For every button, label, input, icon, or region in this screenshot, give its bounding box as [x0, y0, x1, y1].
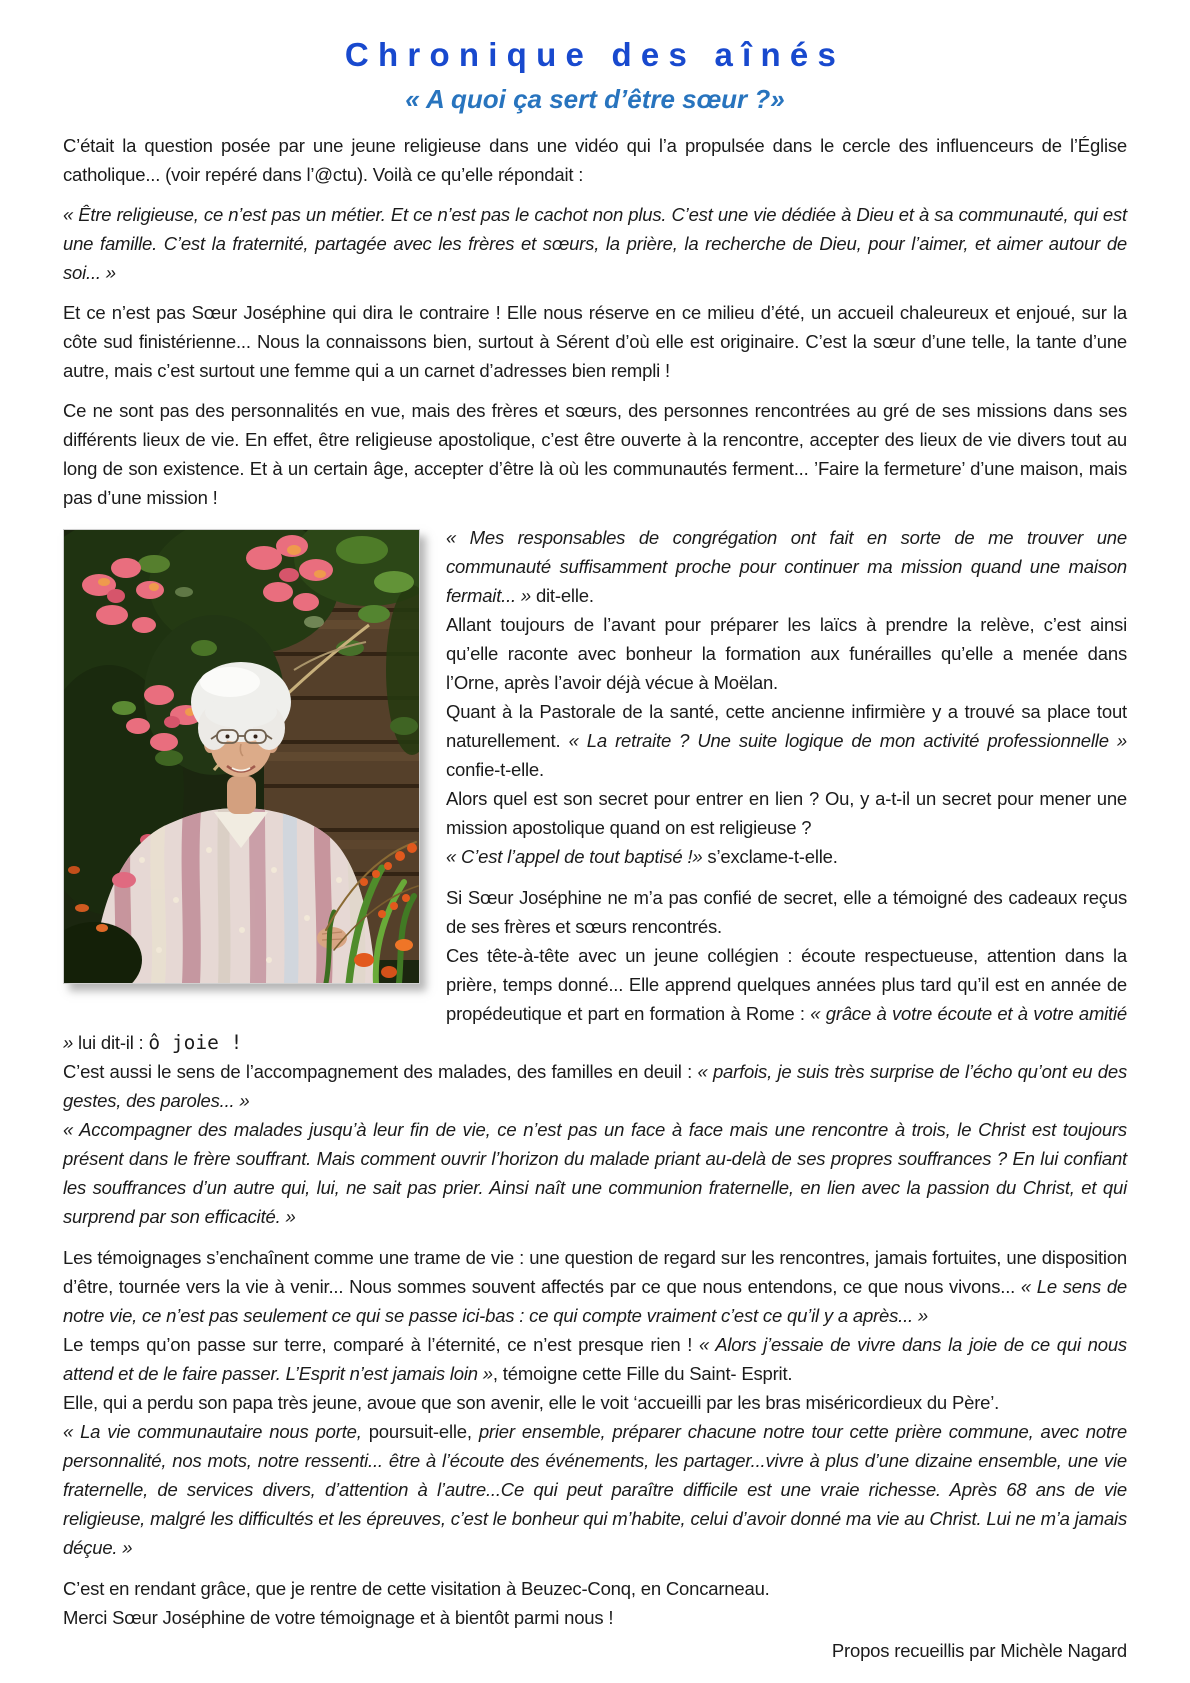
- text-segment: dit-elle.: [535, 585, 594, 606]
- text-segment: ô joie !: [148, 1031, 243, 1054]
- text-segment: « La vie communautaire nous porte,: [63, 1421, 369, 1442]
- photo-soeur-josephine: [63, 529, 420, 984]
- text-segment: « Être religieuse, ce n’est pas un métier. Et ce n’est pas le cachot non plus. C’est une vie dédiée à Dieu et à sa communauté, qui est une famille. C’est la fraternité, partagée avec les frères et sœurs, la prière, la recherche de Dieu, pour l’aimer, et aimer autour de soi... »: [63, 204, 1127, 283]
- intro-section: [63, 131, 1127, 512]
- paragraph: [63, 1243, 1127, 1330]
- paragraph: [63, 1388, 1127, 1417]
- text-segment: C’est en rendant grâce, que je rentre de cette visitation à Beuzec-Conq, en Concarneau.: [63, 1578, 770, 1599]
- text-segment: Le temps qu’on passe sur terre, comparé à l’éternité, ce n’est presque rien !: [63, 1334, 699, 1355]
- middle-section: [63, 1057, 1127, 1562]
- text-segment: « parfois, je suis très surprise de l’écho qu’ont eu des gestes, des paroles... »: [63, 1061, 1127, 1111]
- text-segment: Les témoignages s’enchaînent comme une trame de vie : une question de regard sur les rencontres, jamais fortuites, une disposition d’être, tournée vers la vie à venir... Nous sommes souvent affectés par ce que nous entendons, ce que nous vivons...: [63, 1247, 1127, 1297]
- paragraph: [63, 298, 1127, 385]
- paragraph: [63, 1574, 1127, 1603]
- text-segment: « La retraite ? Une suite logique de mon activité professionnelle »: [568, 730, 1127, 751]
- text-segment: « Mes responsables de congrégation ont fait en sorte de me trouver une communauté suffisamment proche pour continuer ma mission quand une maison fermait... »: [446, 527, 1127, 606]
- text-segment: Merci Sœur Joséphine de votre témoignage et à bientôt parmi nous !: [63, 1607, 614, 1628]
- paragraph: [63, 396, 1127, 512]
- text-segment: Si Sœur Joséphine ne m’a pas confié de secret, elle a témoigné des cadeaux reçus de ses frères et sœurs rencontrés.: [446, 887, 1127, 937]
- page-title: Chronique des aînés: [344, 36, 846, 73]
- text-segment: confie-t-elle.: [446, 759, 544, 780]
- text-segment: « Alors j’essaie de vivre dans la joie de ce qui nous attend et de le faire passer. L’Esprit n’est jamais loin »: [63, 1334, 1127, 1384]
- text-segment: Ces tête-à-tête avec un jeune collégien : écoute respectueuse, attention dans la prière, temps donné... Elle apprend quelques années plus tard qu’il est en année de propédeutique et part en formation à Rome :: [446, 945, 1127, 1024]
- text-segment: Quant à la Pastorale de la santé, cette ancienne infirmière y a trouvé sa place tout naturellement.: [446, 701, 1127, 751]
- photo-text-section: [63, 523, 1127, 1057]
- byline: Propos recueillis par Michèle Nagard: [831, 1640, 1127, 1661]
- page-subtitle: « A quoi ça sert d’être sœur ?»: [405, 84, 785, 114]
- paragraph: [63, 1417, 1127, 1562]
- text-segment: s’exclame-t-elle.: [707, 846, 838, 867]
- text-segment: , témoigne cette Fille du Saint- Esprit.: [492, 1363, 793, 1384]
- text-segment: Et ce n’est pas Sœur Joséphine qui dira le contraire ! Elle nous réserve en ce milieu d’été, un accueil chaleureux et enjoué, sur la côte sud finistérienne... Nous la connaissons bien, surtout à Sérent d’où elle est originaire. C’est la sœur d’une telle, la tante d’une autre, mais c’est surtout une femme qui a un carnet d’adresses bien rempli !: [63, 302, 1127, 381]
- closing-section: [63, 1574, 1127, 1632]
- text-segment: lui dit-il :: [78, 1032, 149, 1053]
- text-segment: Alors quel est son secret pour entrer en lien ? Ou, y a-t-il un secret pour mener une mission apostolique quand on est religieuse ?: [446, 788, 1127, 838]
- text-segment: prier ensemble, préparer chacune notre tour cette prière commune, avec notre personnalité, nos mots, notre ressenti... être à l’écoute des événements, les partager...vivre à plus d’une dizaine ensemble, une vie fraternelle, de services divers, d’attention à l’autre...Ce qui peut paraître difficile est une vraie richesse. Après 68 ans de vie religieuse, malgré les difficultés et les épreuves, c’est le bonheur qui m’habite, celui d’avoir donné ma vie au Christ. Lui ne m’a jamais déçue. »: [63, 1421, 1127, 1558]
- text-segment: « Le sens de notre vie, ce n’est pas seulement ce qui se passe ici-bas : ce qui compte vraiment c’est ce qu’il y a après... »: [63, 1276, 1128, 1326]
- text-segment: C’est aussi le sens de l’accompagnement des malades, des familles en deuil :: [63, 1061, 698, 1082]
- text-segment: poursuit-elle,: [368, 1421, 479, 1442]
- text-segment: « Accompagner des malades jusqu’à leur fin de vie, ce n’est pas un face à face mais une rencontre à trois, le Christ est toujours présent dans le frère souffrant. Mais comment ouvrir l’horizon du malade priant au-delà de ses propres souffrances ? En lui confiant les souffrances d’un autre qui, lui, ne sait pas prier. Ainsi naît une communion fraternelle, en lien avec la passion du Christ, et qui surprend par son efficacité. »: [63, 1119, 1127, 1227]
- paragraph: [63, 1330, 1127, 1388]
- text-segment: « C’est l’appel de tout baptisé !»: [446, 846, 708, 867]
- text-segment: Elle, qui a perdu son papa très jeune, avoue que son avenir, elle le voit ‘accueilli par les bras miséricordieux du Père’.: [63, 1392, 1000, 1413]
- text-segment: C’était la question posée par une jeune religieuse dans une vidéo qui l’a propulsée dans le cercle des influenceurs de l’Église catholique... (voir repéré dans l’@ctu). Voilà ce qu’elle répondait :: [63, 135, 1127, 185]
- paragraph: [63, 1115, 1127, 1231]
- paragraph: [63, 200, 1127, 287]
- text-segment: Ce ne sont pas des personnalités en vue, mais des frères et sœurs, des personnes rencontrées au gré de ses missions dans ses différents lieux de vie. En effet, être religieuse apostolique, c’est être ouverte à la rencontre, accepter des lieux de vie divers tout au long de son existence. Et à un certain âge, accepter d’être là où les communautés ferment... ’Faire la fermeture’ d’une maison, mais pas d’une mission !: [63, 400, 1127, 508]
- paragraph: [63, 1603, 1127, 1632]
- paragraph: [63, 131, 1127, 189]
- text-segment: Allant toujours de l’avant pour préparer les laïcs à prendre la relève, c’est ainsi qu’elle raconte avec bonheur la formation aux funérailles qu’elle a menée dans l’Orne, après l’avoir déjà vécue à Moëlan.: [446, 614, 1127, 693]
- paragraph: [63, 1057, 1127, 1115]
- text-segment: « grâce à votre écoute et à votre amitié »: [63, 1003, 1127, 1053]
- garden-portrait-illustration: [64, 530, 419, 983]
